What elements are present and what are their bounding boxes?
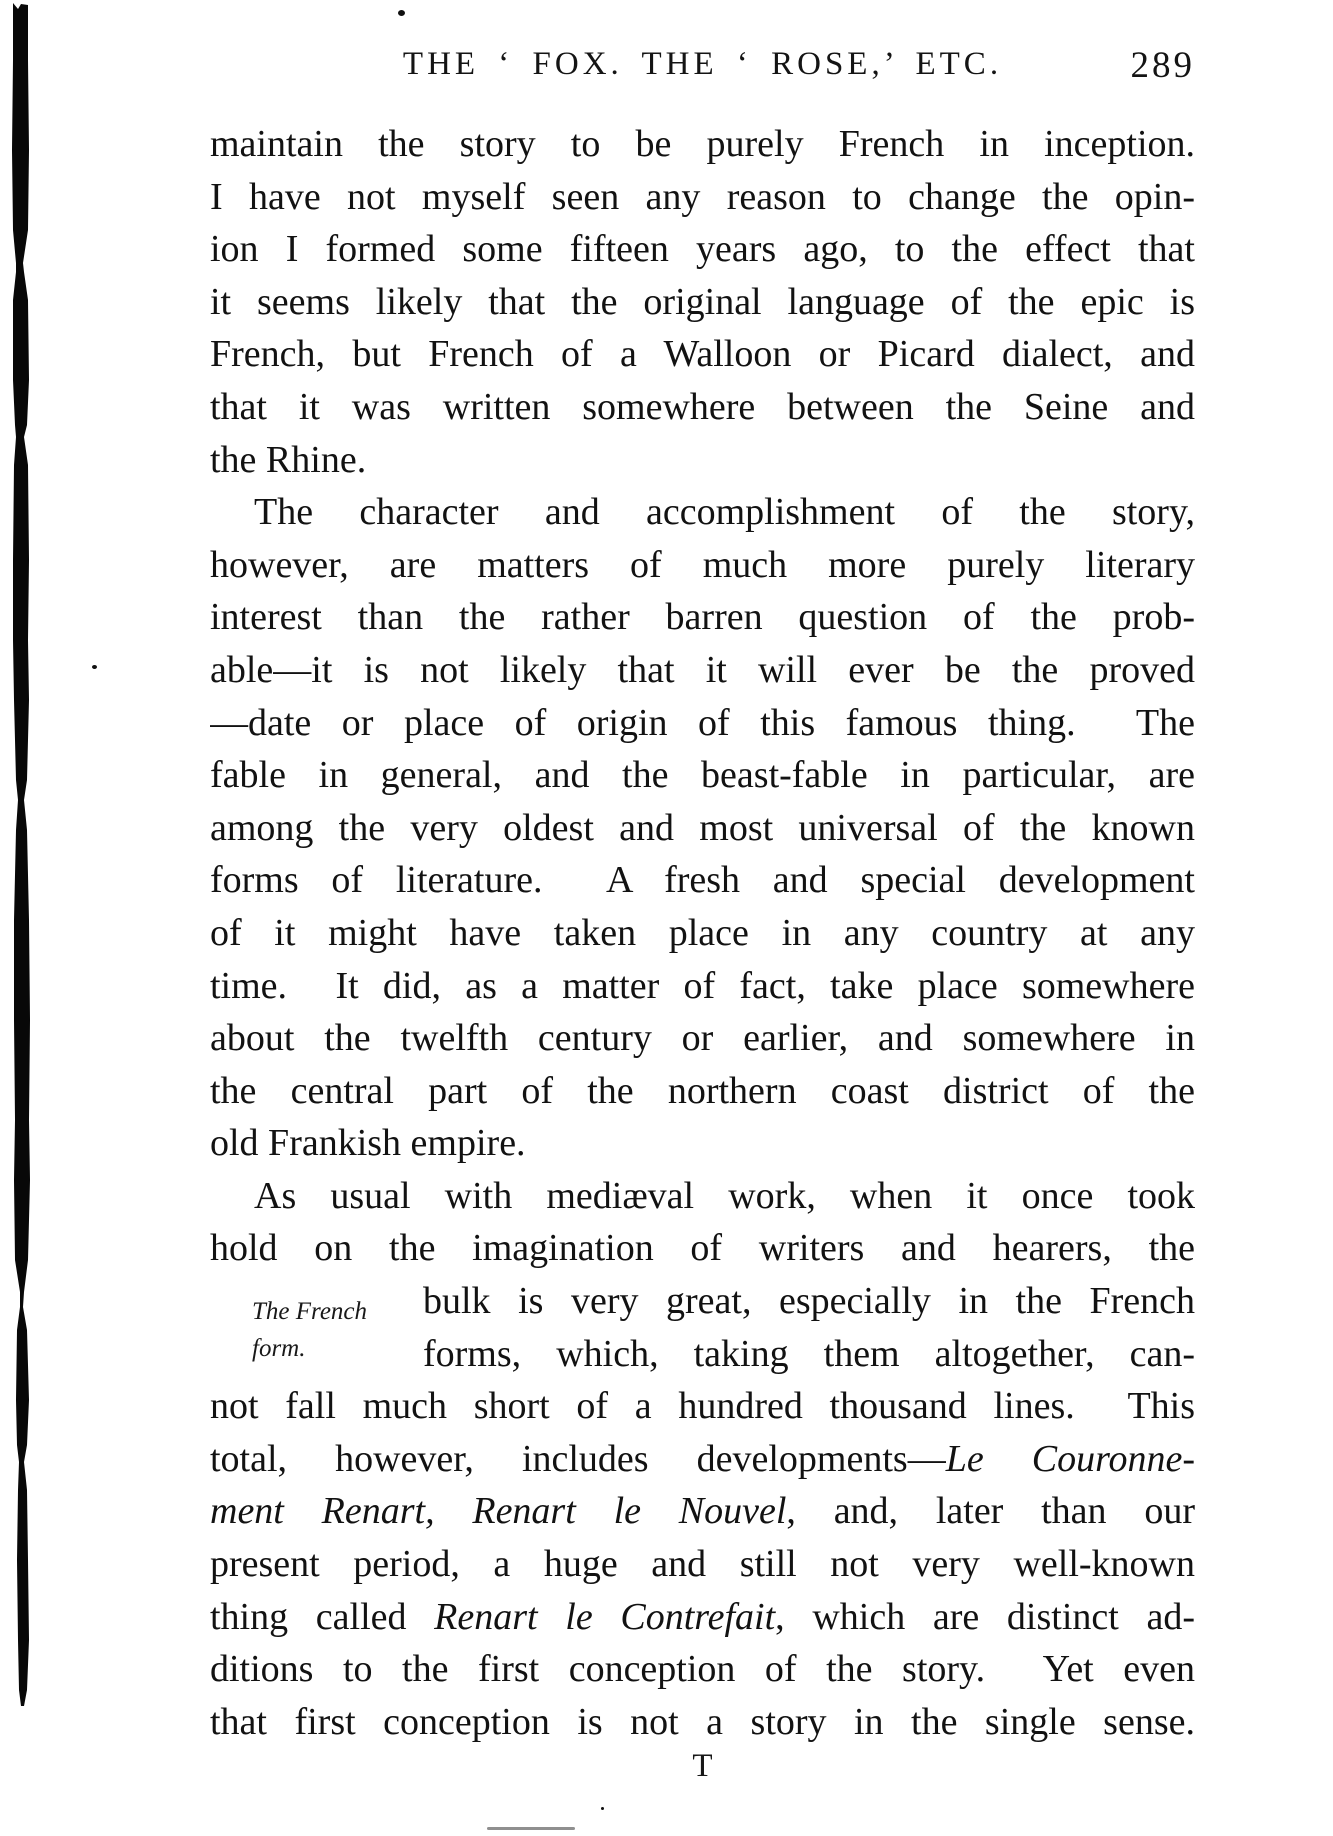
text-segment: I have not myself seen any reason to change the opin-: [210, 175, 1195, 218]
text-line: [210, 1696, 1195, 1749]
text-segment: , and, later than our: [786, 1490, 1195, 1533]
text-line: [210, 1485, 1195, 1538]
margin-note-line: form.: [252, 1335, 306, 1362]
text-line: [210, 1012, 1195, 1065]
text-segment: ditions to the first conception of the story. Yet even: [210, 1648, 1195, 1691]
text-line: [210, 539, 1195, 592]
text-segment: the central part of the northern coast district of the: [210, 1069, 1195, 1112]
text-segment: that first conception is not a story in the single sense.: [210, 1700, 1195, 1743]
text-segment: bulk is very great, especially in the French: [423, 1280, 1195, 1323]
text-line: [210, 276, 1195, 329]
text-segment: however, are matters of much more purely literary: [210, 543, 1195, 586]
text-segment: As usual with mediæval work, when it once took: [254, 1174, 1195, 1217]
page-header: [210, 46, 1195, 98]
text-line: [210, 907, 1195, 960]
text-segment: forms of literature. A fresh and special development: [210, 859, 1195, 902]
text-line: [210, 1170, 1195, 1223]
text-segment: total, however, includes developments—: [210, 1437, 946, 1480]
text-segment: among the very oldest and most universal of the known: [210, 806, 1195, 849]
italic-text-segment: Le Couronne-: [945, 1437, 1195, 1480]
text-line: [210, 223, 1195, 276]
text-line: [210, 1433, 1195, 1486]
text-line: [210, 118, 1195, 171]
text-line: [210, 802, 1195, 855]
text-segment: present period, a huge and still not very well-known: [210, 1543, 1195, 1586]
body-text: [210, 118, 1195, 1748]
text-segment: able—it is not likely that it will ever be the proved: [210, 648, 1195, 691]
text-line: [210, 328, 1195, 381]
text-line: [210, 1591, 1195, 1644]
text-line: [210, 171, 1195, 224]
text-segment: the Rhine.: [210, 438, 367, 481]
scan-speck: [398, 10, 405, 16]
text-segment: it seems likely that the original language of the epic is: [210, 280, 1195, 323]
text-line: [210, 644, 1195, 697]
printer-signature-mark: T: [692, 1748, 713, 1784]
text-line: [210, 591, 1195, 644]
text-segment: not fall much short of a hundred thousand lines. This: [210, 1385, 1195, 1428]
text-line: [210, 1065, 1195, 1118]
text-segment: of it might have taken place in any country at any: [210, 911, 1195, 954]
text-line: [210, 749, 1195, 802]
binding-shadow-bar: [0, 0, 44, 1836]
text-line: [210, 434, 1195, 487]
text-segment: maintain the story to be purely French in inception.: [210, 123, 1195, 165]
text-line: [210, 697, 1195, 750]
running-head-title: THE ‘ FOX. THE ‘ ROSE,’ ETC.: [402, 46, 1003, 82]
scan-speck: [601, 1807, 604, 1810]
text-segment: fable in general, and the beast-fable in particular, are: [210, 754, 1195, 797]
text-line: [210, 1222, 1195, 1275]
text-line: [210, 1538, 1195, 1591]
text-line: [210, 854, 1195, 907]
text-segment: that it was written somewhere between the Seine and: [210, 385, 1195, 428]
text-segment: forms, which, taking them altogether, can-: [423, 1332, 1195, 1375]
text-segment: about the twelfth century or earlier, and somewhere in: [210, 1017, 1195, 1060]
text-line: [210, 960, 1195, 1013]
text-segment: , which are distinct ad-: [775, 1595, 1195, 1638]
margin-note-line: The French: [252, 1298, 368, 1325]
text-line: [210, 1380, 1195, 1433]
text-line: [210, 1117, 1195, 1170]
text-segment: old Frankish empire.: [210, 1122, 526, 1165]
text-segment: ion I formed some fifteen years ago, to the effect that: [210, 228, 1195, 271]
text-segment: The character and accomplishment of the story,: [254, 491, 1195, 534]
scan-speck: [92, 665, 97, 669]
text-segment: French, but French of a Walloon or Picard dialect, and: [210, 333, 1195, 376]
text-segment: hold on the imagination of writers and hearers, the: [210, 1227, 1195, 1270]
scan-edge-mark: [487, 1827, 575, 1830]
margin-note: [252, 1293, 427, 1367]
text-segment: time. It did, as a matter of fact, take place somewhere: [210, 964, 1195, 1007]
text-line: [210, 486, 1195, 539]
text-segment: thing called: [210, 1595, 435, 1638]
page-number: 289: [1130, 45, 1195, 86]
text-segment: —date or place of origin of this famous thing. The: [210, 701, 1195, 744]
text-line: [210, 1643, 1195, 1696]
italic-text-segment: ment Renart, Renart le Nouvel: [210, 1490, 787, 1533]
text-segment: interest than the rather barren question of the prob-: [210, 596, 1195, 639]
text-line: [210, 381, 1195, 434]
italic-text-segment: Renart le Contrefait: [434, 1595, 776, 1638]
